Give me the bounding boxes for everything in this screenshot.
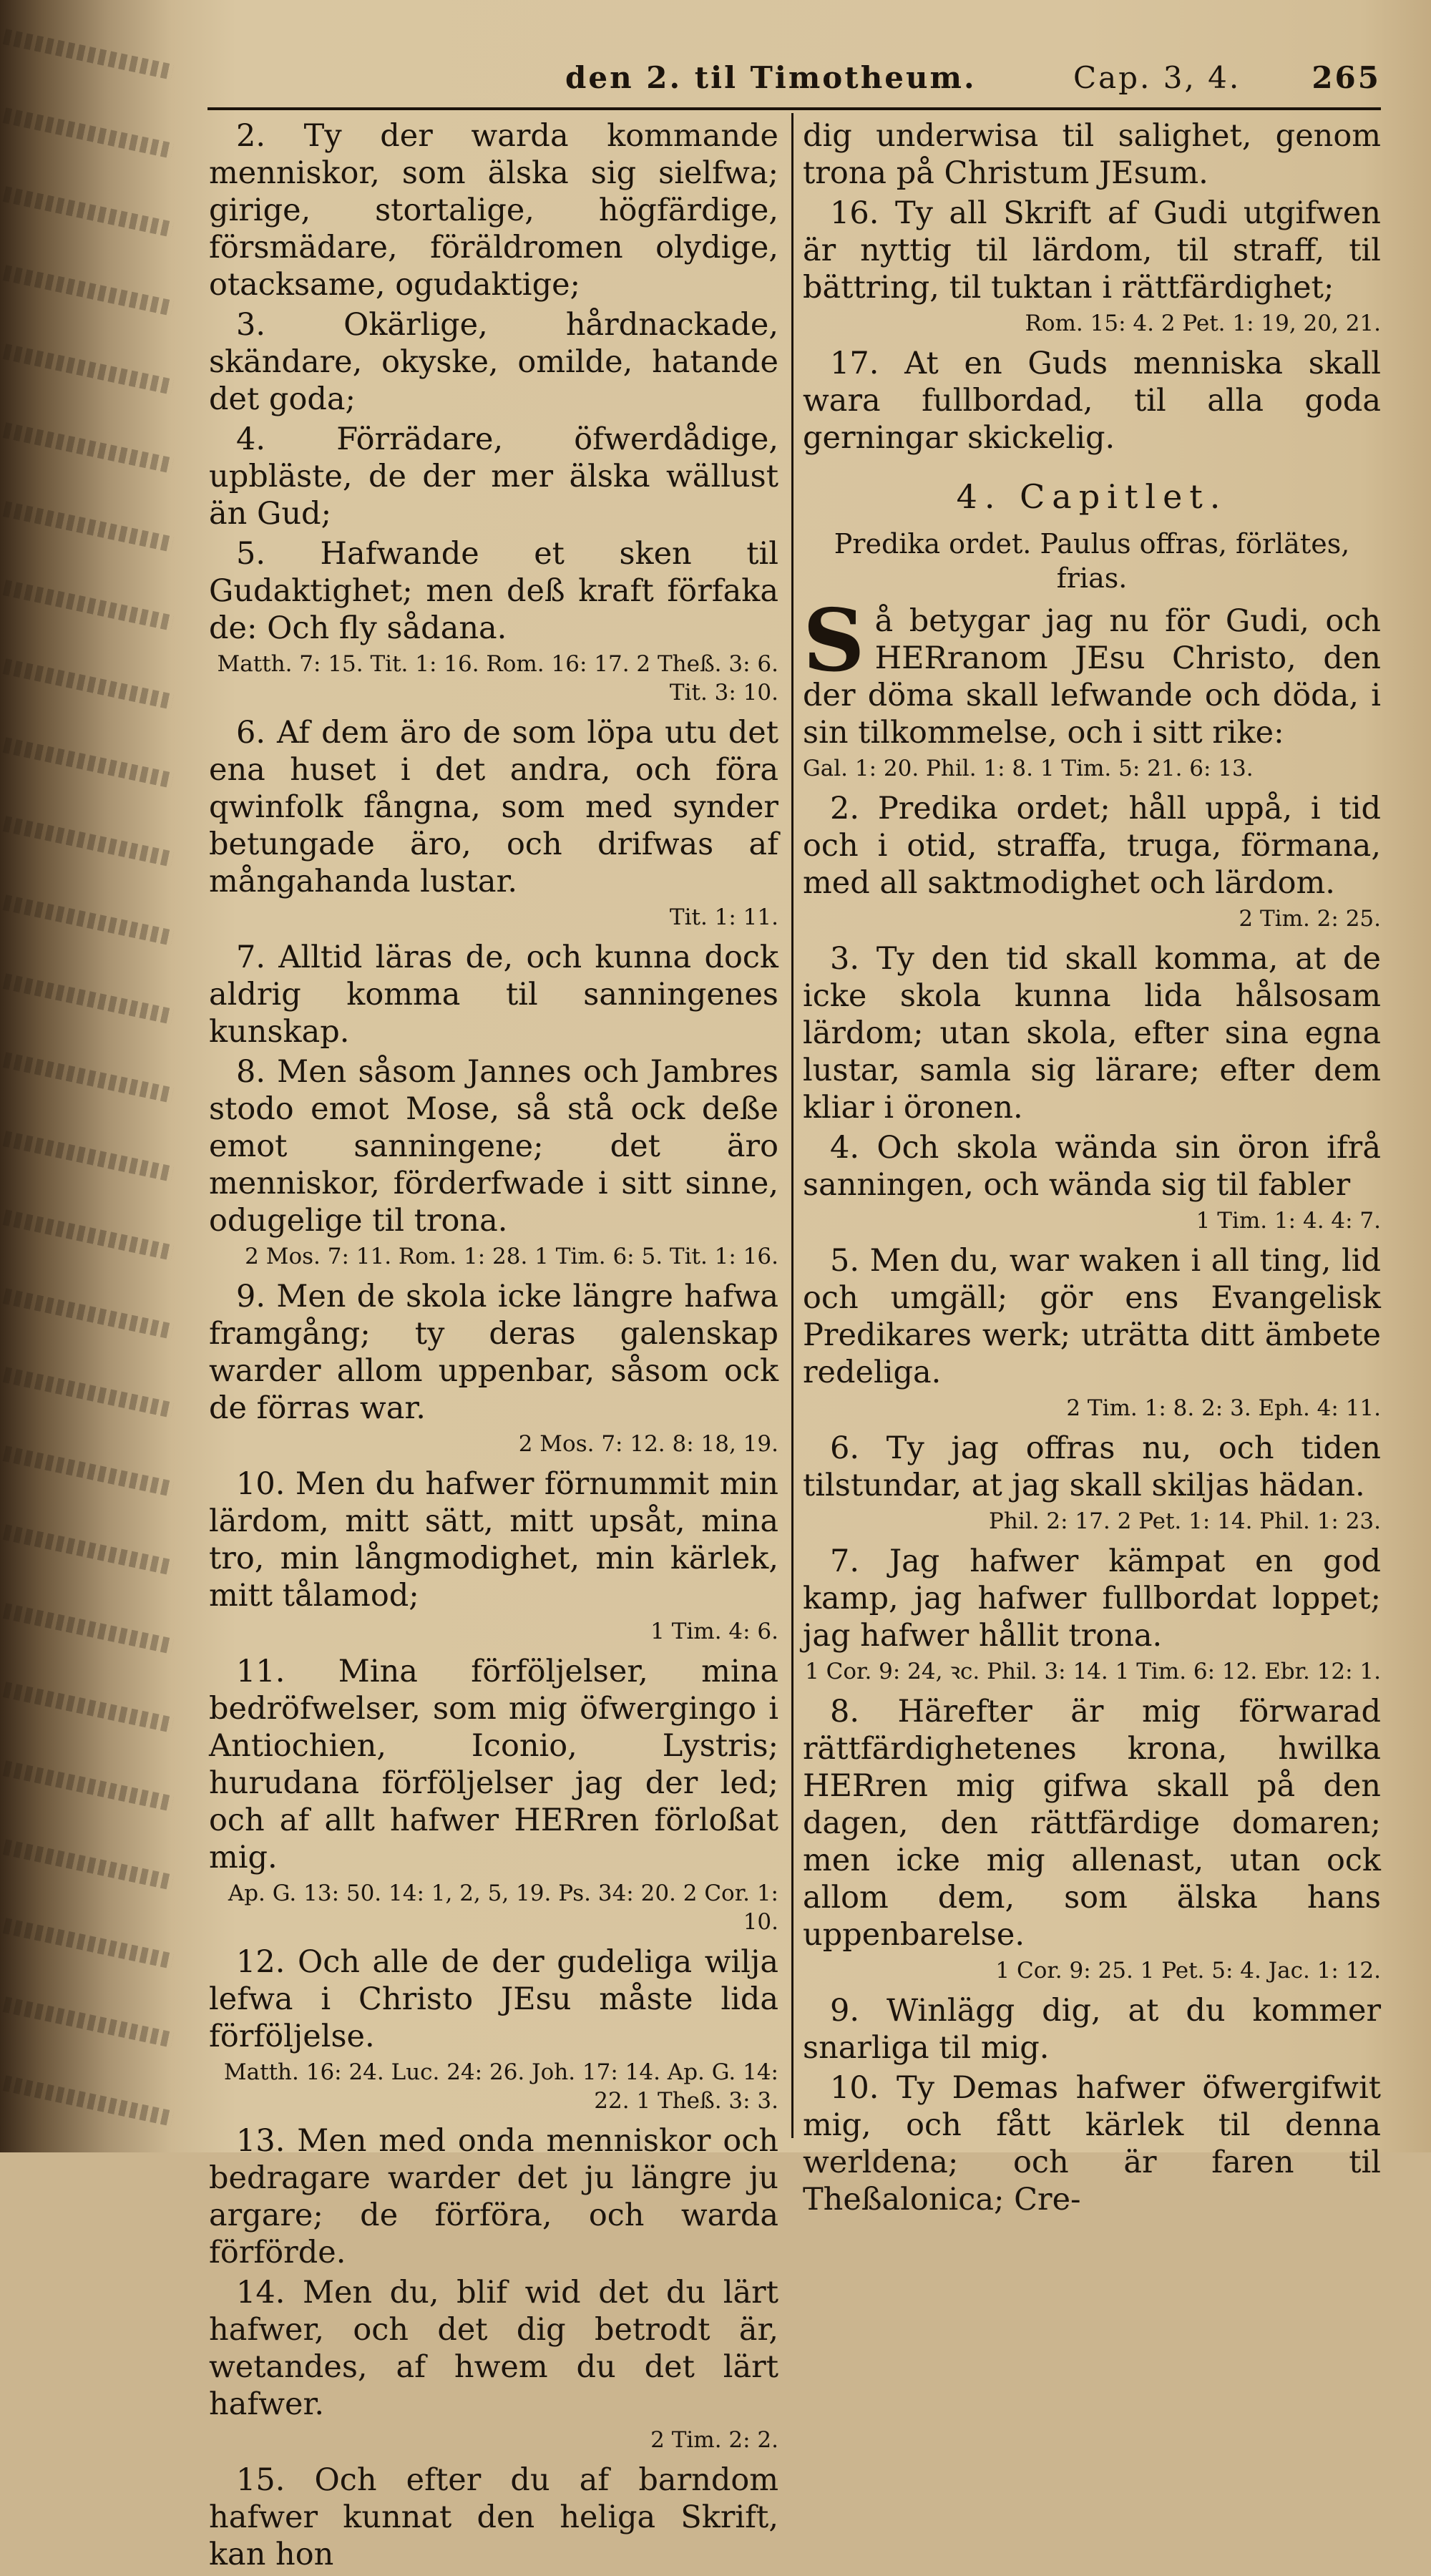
verse-text: Men du, blif wid det du lärt hafwer, och det dig betrodt är, wetandes, af hwem du det lärt hafwer. [209, 2275, 778, 2422]
verse-number: 8. [236, 1054, 266, 1090]
verse [803, 345, 1381, 457]
verse-reference: 1 Tim. 1: 4. 4: 7. [1196, 1208, 1381, 1234]
verse-number: 6. [236, 715, 266, 751]
verse-text: Ty den tid skall komma, at de icke skola kunna lida hålsosam lärdom; utan skola, efter sina egna lustar, samla sig lärare; efter dem kliar i öronen. [803, 941, 1381, 1126]
verse-text: Hafwande et sken til Gudaktighet; men deß kraft förfaka de: Och fly sådana. [209, 536, 778, 646]
verse-text: Ty der warda kommande menniskor, som älska sig sielfwa; girige, stortalige, högfärdige, försmädare, föräldromen olydige, otacksame, ogudaktige; [209, 118, 779, 303]
verse [209, 535, 778, 647]
verse-reference: 2 Mos. 7: 12. 8: 18, 19. [518, 1431, 778, 1457]
verse-reference: 2 Mos. 7: 11. Rom. 1: 28. 1 Tim. 6: 5. Tit. 1: 16. [245, 1244, 778, 1269]
verse-text: Af dem äro de som löpa utu det ena huset i det andra, och föra qwinfolk fångna, som med synder betungade äro, och drifwas af mångahanda lustar. [209, 715, 778, 899]
verse-number: 2. [830, 791, 860, 826]
verse [209, 2274, 778, 2423]
running-header [207, 59, 1381, 103]
verse-number: 2. [236, 118, 266, 154]
chapter-heading: 4. Capitlet. [956, 477, 1228, 516]
verse-number: 15. [236, 2462, 285, 2498]
verse [803, 1543, 1381, 1654]
verse [209, 1278, 778, 1427]
verse-reference: 2 Tim. 1: 8. 2: 3. Eph. 4: 11. [1066, 1395, 1381, 1421]
verse [209, 939, 778, 1050]
header-rule [207, 107, 1381, 110]
verse-text: Men du hafwer förnummit min lärdom, mitt sätt, mitt upsåt, mina tro, min långmodighet, min kärlek, mitt tålamod; [209, 1466, 778, 1614]
verse-number: 12. [236, 1944, 285, 1980]
page-number: 265 [1312, 60, 1381, 95]
verse [803, 1693, 1381, 1953]
verse [803, 195, 1381, 306]
verse-number: 3. [830, 941, 860, 977]
verse-text: Predika ordet; håll uppå, i tid och i otid, straffa, truga, förmana, med all saktmodighet och lärdom. [803, 791, 1381, 901]
verse-text: Men såsom Jannes och Jambres stodo emot Mose, så stå ock deße emot sanningene; det äro menniskor, förderfwade i sitt sinne, odugelige til trona. [209, 1054, 778, 1239]
verse [209, 1465, 778, 1614]
verse [209, 2462, 778, 2573]
verse-text: Härefter är mig förwarad rättfärdighetenes krona, hwilka HERren mig gifwa skall på den dagen, den rättfärdige domaren; men icke mig allenast, utan ock allom dem, som älska hans uppenbarelse. [803, 1694, 1381, 1953]
verse-reference: Ap. G. 13: 50. 14: 1, 2, 5, 19. Ps. 34: 20. 2 Cor. 1: 10. [228, 1880, 778, 1935]
verse-text: Och efter du af barndom hafwer kunnat den heliga Skrift, kan hon [209, 2462, 779, 2572]
chapter-summary: Predika ordet. Paulus offras, förlätes, frias. [834, 528, 1350, 594]
verse [803, 1430, 1381, 1504]
verse [209, 1053, 778, 1239]
verse [209, 421, 778, 532]
verse-number: 8. [830, 1694, 860, 1729]
verse [803, 2069, 1381, 2218]
verse-text: Men med onda menniskor och bedragare warder det ju längre ju argare; de förföra, och warda förförde. [209, 2123, 778, 2270]
left-column [209, 117, 778, 2576]
verse-number: 10. [236, 1466, 285, 1502]
verse-number: 17. [830, 346, 879, 381]
right-column [803, 117, 1381, 2221]
chapter-4-verse-1 [803, 590, 1381, 751]
verse-number: 6. [830, 1430, 860, 1466]
drop-cap: S [803, 590, 865, 691]
verse-text: Men du, war waken i all ting, lid och umgäll; gör ens Evangelisk Predikares werk; uträtta ditt ämbete redeliga. [803, 1243, 1381, 1390]
verse-number: 13. [236, 2123, 285, 2159]
verse [209, 714, 778, 900]
verse-text: Mina förföljelser, mina bedröfwelser, som mig öfwergingo i Antiochien, Iconio, Lystris; hurudana förföljelser jag der led; och af allt hafwer HERren förloßat mig. [209, 1654, 779, 1875]
verse-reference: 1 Cor. 9: 24, ꝛc. Phil. 3: 14. 1 Tim. 6: 12. Ebr. 12: 1. [805, 1659, 1381, 1684]
verse-text: Alltid läras de, och kunna dock aldrig komma til sanningenes kunskap. [209, 940, 778, 1050]
verse-reference: Rom. 15: 4. 2 Pet. 1: 19, 20, 21. [1025, 311, 1381, 336]
verse-reference: Matth. 7: 15. Tit. 1: 16. Rom. 16: 17. 2 Theß. 3: 6. Tit. 3: 10. [217, 651, 778, 706]
running-title: den 2. til Timotheum. [565, 60, 977, 95]
verse-text: Okärlige, hårdnackade, skändare, okyske, omilde, hatande det goda; [209, 307, 778, 417]
verse-number: 5. [830, 1243, 860, 1279]
column-divider [791, 113, 793, 2138]
verse-text: Jag hafwer kämpat en god kamp, jag hafwer fullbordat loppet; jag hafwer hållit trona. [803, 1543, 1381, 1654]
verse-reference: Gal. 1: 20. Phil. 1: 8. 1 Tim. 5: 21. 6: 13. [803, 756, 1254, 781]
verse-text: Ty jag offras nu, och tiden tilstundar, at jag skall skiljas hädan. [803, 1430, 1381, 1503]
verse [209, 2122, 778, 2271]
verse-text: Ty all Skrift af Gudi utgifwen är nyttig til lärdom, til straff, til bättring, til tuktan i rättfärdighet; [803, 195, 1382, 306]
verse-number: 5. [236, 536, 266, 572]
verse [209, 117, 778, 303]
verse-number: 16. [830, 195, 879, 231]
chapter-reference: Cap. 3, 4. [1073, 60, 1241, 95]
verse-reference: Tit. 1: 11. [669, 904, 778, 930]
verse-number: 9. [830, 1993, 860, 2029]
verse-number: 9. [236, 1279, 266, 1314]
verse-text: Ty Demas hafwer öfwergifwit mig, och fått kärlek til denna werldena; och är faren til Theßalonica; Cre- [803, 2070, 1382, 2218]
verse-reference: 1 Tim. 4: 6. [650, 1619, 778, 1644]
verse [209, 306, 778, 418]
verse-text: At en Guds menniska skall wara fullbordad, til alla goda gerningar skickelig. [803, 346, 1381, 456]
verse [803, 1129, 1381, 1204]
chapter-3-end-verses [803, 195, 1381, 457]
verse-number: 7. [830, 1543, 860, 1579]
chapter-4-verses [803, 790, 1381, 2218]
verse-number: 7. [236, 940, 266, 975]
verse-text: Och skola wända sin öron ifrå sanningen, och wända sig til fabler [803, 1130, 1382, 1203]
verse-text: Winlägg dig, at du kommer snarliga til mig. [803, 1993, 1381, 2066]
verse [803, 940, 1381, 1126]
verse-reference: Matth. 16: 24. Luc. 24: 26. Joh. 17: 14. Ap. G. 14: 22. 1 Theß. 3: 3. [223, 2059, 778, 2114]
verse-reference: 1 Cor. 9: 25. 1 Pet. 5: 4. Jac. 1: 12. [995, 1958, 1381, 1984]
verse-number: 3. [236, 307, 266, 343]
verse-text: Men de skola icke längre hafwa framgång; ty deras galenskap warder allom uppenbar, såsom ock de förras war. [209, 1279, 778, 1426]
verse-reference: 2 Tim. 2: 2. [650, 2427, 778, 2453]
facing-page-edge [0, 0, 179, 2152]
verse-reference: 2 Tim. 2: 25. [1239, 906, 1381, 932]
verse-text: Och alle de der gudeliga wilja lefwa i Christo JEsu måste lida förföljelse. [209, 1944, 778, 2054]
verse-number: 4. [236, 421, 266, 457]
verse-number: 11. [236, 1654, 285, 1689]
verse-text: å betygar jag nu för Gudi, och HERranom JEsu Christo, den der döma skall lefwande och döda, i sin tilkommelse, och i sitt rike: [803, 603, 1381, 751]
verse [803, 790, 1381, 902]
verse-number: 14. [236, 2275, 285, 2311]
verse-continuation: dig underwisa til salighet, genom trona på Christum JEsum. [803, 118, 1381, 191]
verse [803, 1992, 1381, 2067]
verse-number: 4. [830, 1130, 860, 1166]
verse [803, 1242, 1381, 1391]
verse-reference: Phil. 2: 17. 2 Pet. 1: 14. Phil. 1: 23. [989, 1508, 1381, 1534]
verse-text: Förrädare, öfwerdådige, upbläste, de der mer älska wällust än Gud; [209, 421, 778, 532]
verse [209, 1943, 778, 2055]
verse [209, 1653, 778, 1876]
verse-number: 10. [830, 2070, 879, 2106]
